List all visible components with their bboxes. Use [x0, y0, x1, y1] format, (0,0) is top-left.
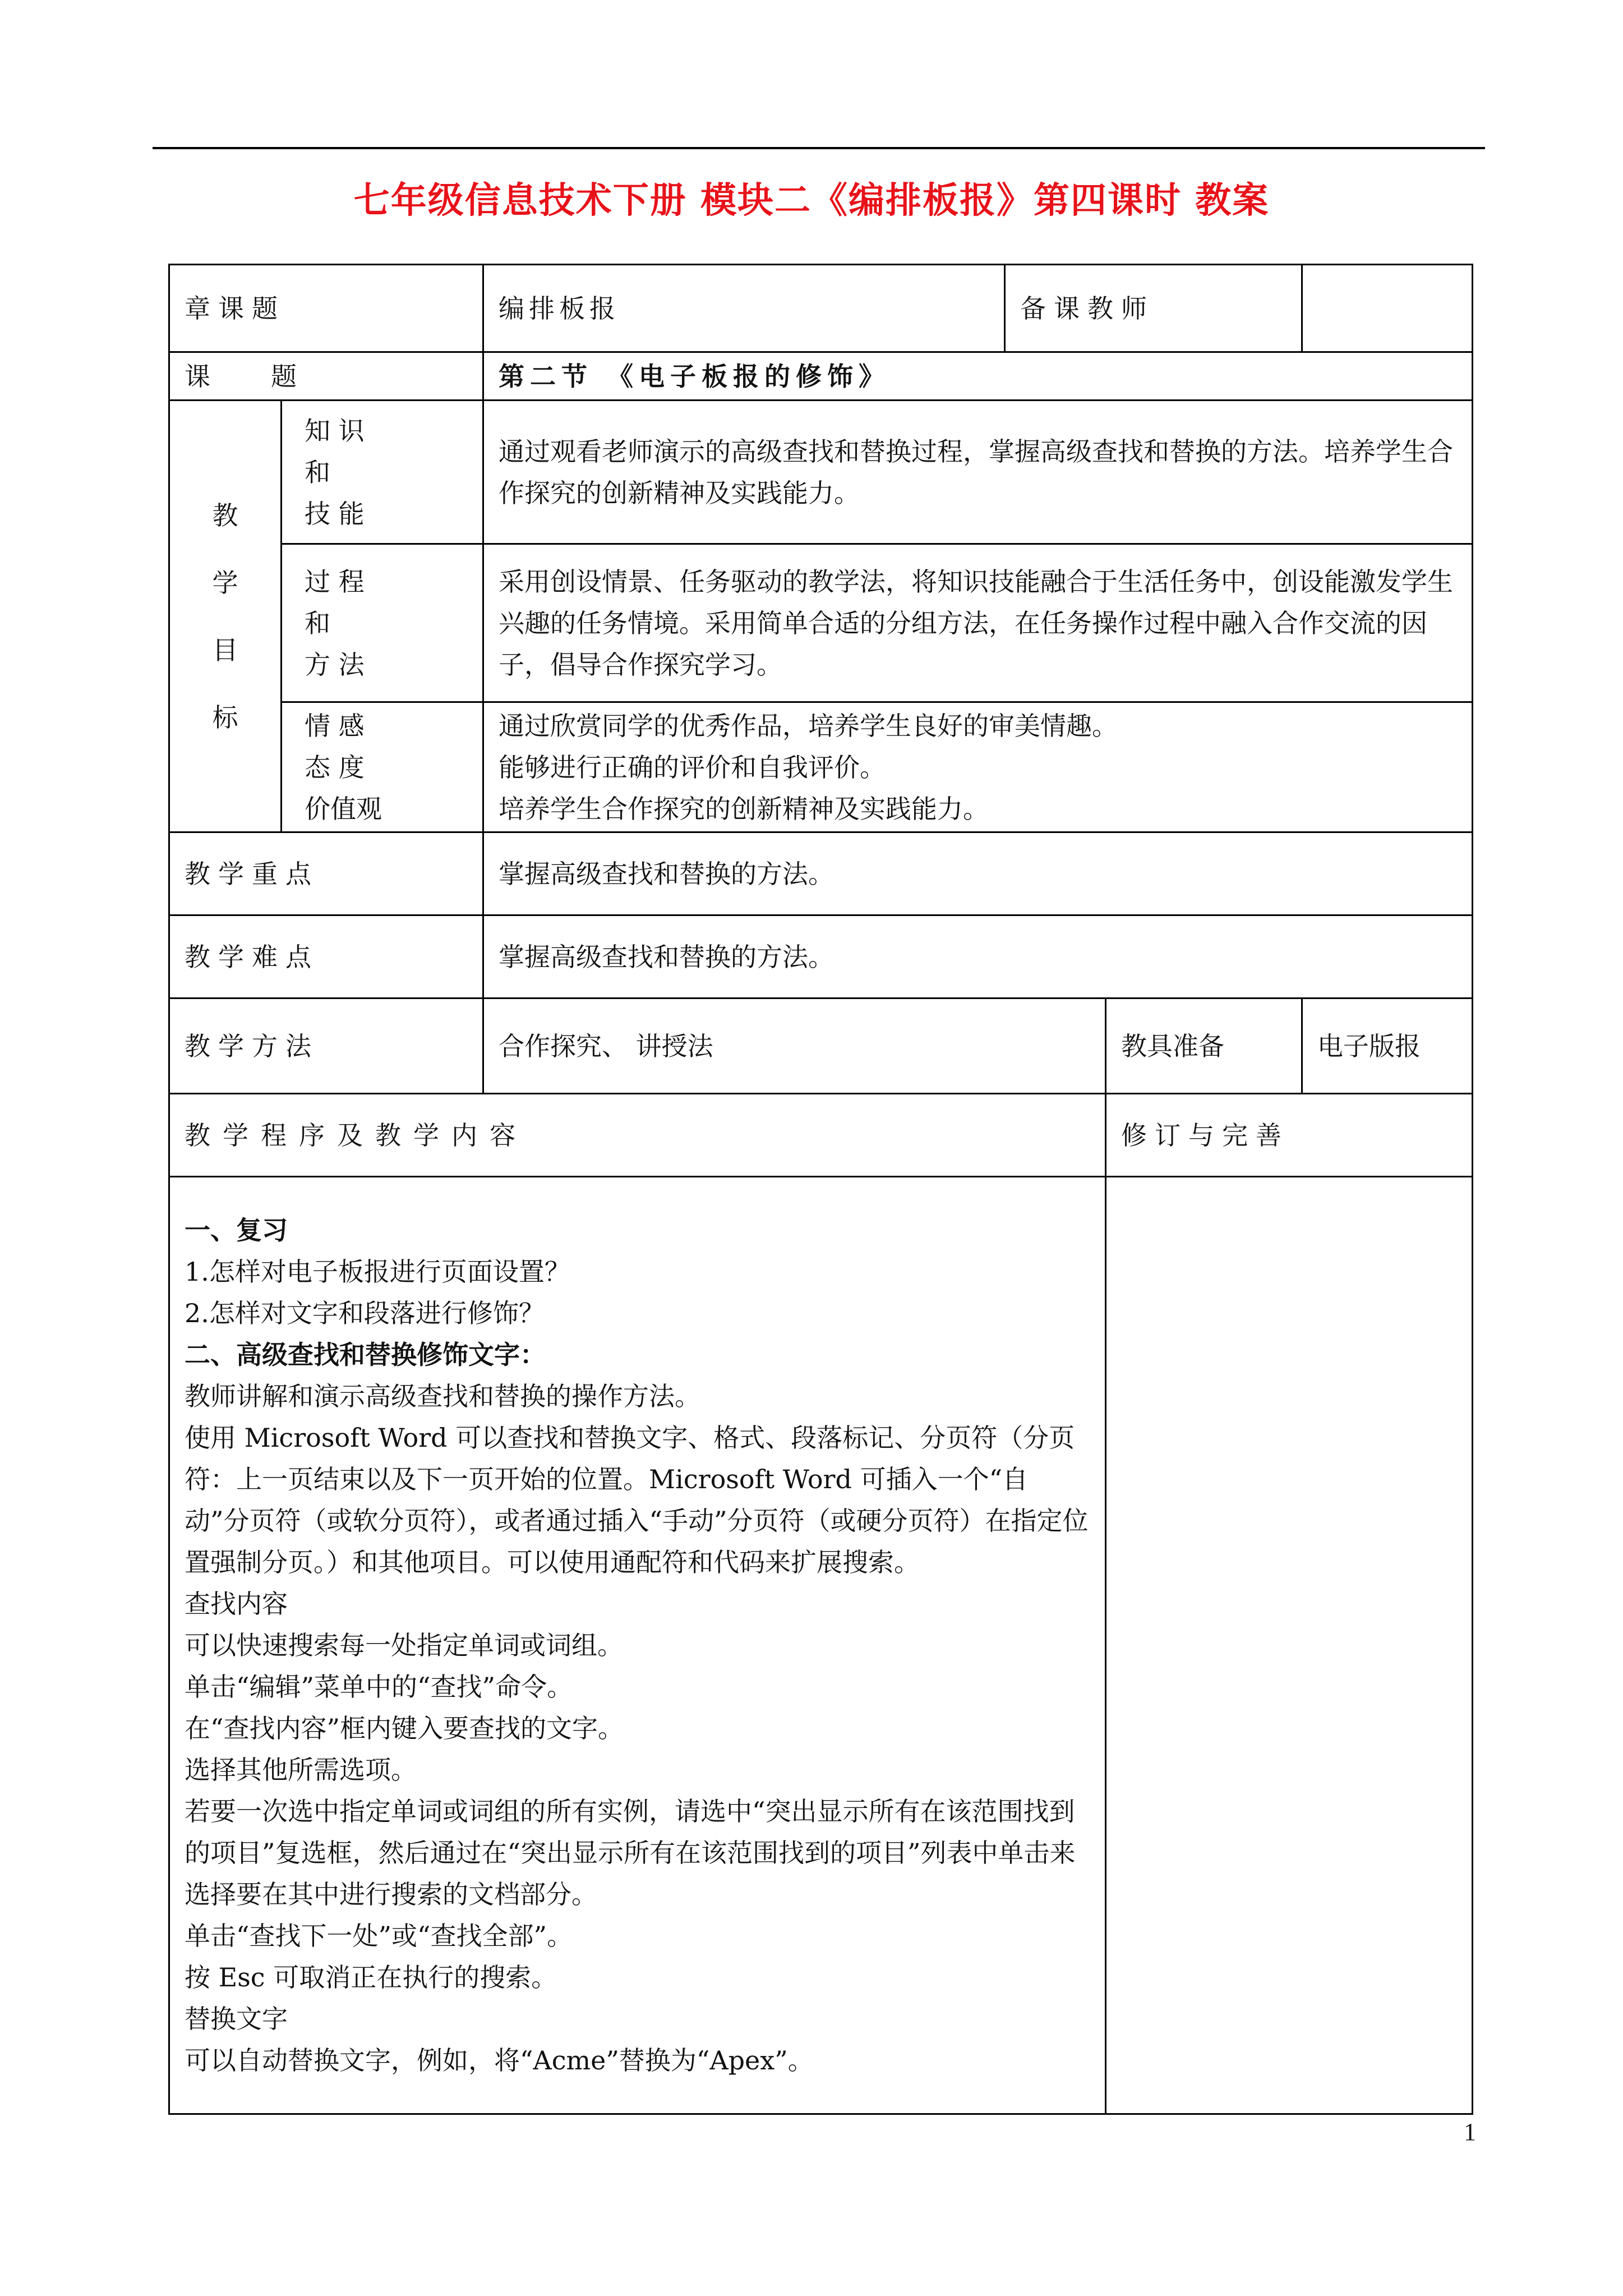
- sublabel-line: 态 度: [305, 752, 365, 783]
- lesson-label: [169, 352, 483, 401]
- lesson-row: [169, 352, 1473, 401]
- content-paragraph: 按 Esc 可取消正在执行的搜索。: [185, 1962, 557, 1993]
- content-paragraph: 查找内容: [185, 1589, 288, 1619]
- objectives-label-char: 学: [212, 567, 238, 598]
- content-paragraph: 可以快速搜索每一处指定单词或词组。: [185, 1630, 623, 1660]
- content-paragraph: 1.怎样对电子板报进行页面设置？: [185, 1257, 570, 1287]
- key-point-value: 掌握高级查找和替换的方法。: [483, 832, 1473, 915]
- sublabel-line: 和: [305, 457, 330, 487]
- teacher-value: [1302, 265, 1473, 352]
- content-paragraph: 在“查找内容”框内键入要查找的文字。: [185, 1713, 624, 1743]
- objectives-label: [169, 401, 282, 832]
- section-heading: 二、高级查找和替换修饰文字：: [185, 1340, 546, 1370]
- method-row: [169, 999, 1473, 1094]
- document-title: 七年级信息技术下册 模块二《编排板报》第四课时 教案: [353, 180, 1270, 222]
- content-paragraph: 使用 Microsoft Word 可以查找和替换文字、格式、段落标记、分页符（分页符：上一页结束以及下一页开始的位置。Microsoft Word 可插入一个“自动”分页符（或软分页符），或者通过插入“手动”分页符（或硬分页符）在指定位置强制分页。）和其他项目。可以使用通配符和代码来扩展搜索。: [185, 1423, 1089, 1577]
- difficulty-label: 教学难点: [169, 915, 483, 999]
- process-sublabel: [282, 544, 483, 702]
- method-label: 教学方法: [169, 999, 483, 1094]
- content-paragraph: 可以自动替换文字，例如，将“Acme”替换为“Apex”。: [185, 2045, 814, 2076]
- header-rule: [153, 147, 1485, 149]
- page-number: 1: [1464, 2118, 1476, 2146]
- emotion-sublabel: [282, 702, 483, 832]
- sublabel-line: 情 感: [305, 710, 365, 741]
- content-paragraph: 单击“编辑”菜单中的“查找”命令。: [185, 1672, 573, 1702]
- sublabel-line: 知 识: [305, 415, 365, 446]
- sublabel-line: 技 能: [305, 498, 365, 529]
- objective-knowledge-row: [169, 401, 1473, 544]
- emotion-text: [483, 702, 1473, 832]
- procedure-body-row: [169, 1177, 1473, 2114]
- procedure-content: [169, 1177, 1106, 2114]
- knowledge-sublabel: [282, 401, 483, 544]
- lesson-label-right: 题: [271, 361, 297, 392]
- difficulty-row: [169, 915, 1473, 999]
- sublabel-line: 方 法: [305, 649, 365, 680]
- objectives-label-char: 标: [212, 702, 238, 733]
- procedure-header-right: 修订与完善: [1106, 1094, 1473, 1177]
- objective-process-row: [169, 544, 1473, 702]
- chapter-label: 章课题: [169, 265, 483, 352]
- objectives-label-char: 教: [212, 500, 238, 531]
- procedure-header-left: 教学程序及教学内容: [169, 1094, 1106, 1177]
- chapter-row: [169, 265, 1473, 352]
- lesson-label-left: 课: [185, 361, 210, 392]
- sublabel-line: 和: [305, 608, 330, 638]
- content-paragraph: 选择其他所需选项。: [185, 1755, 417, 1785]
- chapter-value: 编排板报: [483, 265, 1005, 352]
- tools-value: 电子版报: [1302, 999, 1473, 1094]
- content-paragraph: 替换文字: [185, 2004, 288, 2034]
- content-paragraph: 单击“查找下一处”或“查找全部”。: [185, 1921, 573, 1951]
- procedure-header-row: [169, 1094, 1473, 1177]
- method-value: 合作探究、 讲授法: [483, 999, 1106, 1094]
- key-point-row: [169, 832, 1473, 915]
- sublabel-line: 过 程: [305, 566, 365, 597]
- emotion-line: 能够进行正确的评价和自我评价。: [499, 752, 886, 783]
- lesson-plan-table: [168, 264, 1473, 2115]
- content-paragraph: 教师讲解和演示高级查找和替换的操作方法。: [185, 1381, 700, 1411]
- difficulty-value: 掌握高级查找和替换的方法。: [483, 915, 1473, 999]
- teacher-label: 备课教师: [1005, 265, 1302, 352]
- objective-emotion-row: [169, 702, 1473, 832]
- lesson-value: 第二节 《电子板报的修饰》: [483, 352, 1473, 401]
- content-paragraph: 若要一次选中指定单词或词组的所有实例，请选中“突出显示所有在该范围找到的项目”复选框，然后通过在“突出显示所有在该范围找到的项目”列表中单击来选择要在其中进行搜索的文档部分。: [185, 1796, 1076, 1910]
- content-paragraph: 2.怎样对文字和段落进行修饰？: [185, 1298, 545, 1328]
- key-point-label: 教学重点: [169, 832, 483, 915]
- emotion-line: 培养学生合作探究的创新精神及实践能力。: [499, 793, 989, 824]
- revision-notes-cell: [1106, 1177, 1473, 2114]
- knowledge-text: 通过观看老师演示的高级查找和替换过程，掌握高级查找和替换的方法。培养学生合作探究的创新精神及实践能力。: [483, 401, 1473, 544]
- section-heading: 一、复习: [185, 1215, 288, 1245]
- objectives-label-char: 目: [212, 634, 238, 665]
- process-text: 采用创设情景、任务驱动的教学法，将知识技能融合于生活任务中，创设能激发学生兴趣的任务情境。采用简单合适的分组方法，在任务操作过程中融入合作交流的因子，倡导合作探究学习。: [483, 544, 1473, 702]
- tools-label: 教具准备: [1106, 999, 1302, 1094]
- sublabel-line: 价值观: [305, 793, 382, 824]
- emotion-line: 通过欣赏同学的优秀作品，培养学生良好的审美情趣。: [499, 710, 1118, 741]
